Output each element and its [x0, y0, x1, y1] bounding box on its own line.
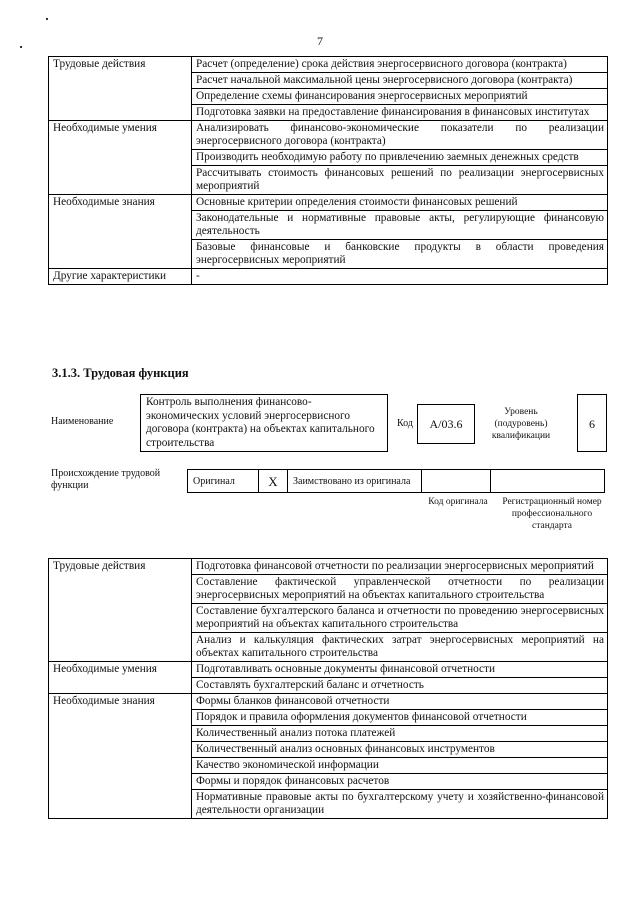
table-row [49, 195, 608, 211]
table-cell: Составление фактической управленческой отчетности по реализации энергосервисных мероприятий на объектах капитального строительства [192, 575, 608, 604]
table-row [49, 662, 608, 678]
scan-mark [46, 18, 48, 20]
row-group-label: Необходимые знания [49, 195, 192, 269]
name-label: Наименование [51, 416, 114, 427]
section-title: 3.1.3. Трудовая функция [52, 366, 189, 380]
origin-label: Происхождение трудовой функции [51, 468, 161, 491]
code-label: Код [397, 418, 413, 429]
table-cell: Основные критерии определения стоимости финансовых решений [192, 195, 608, 211]
original-mark: X [259, 470, 288, 493]
original-label: Оригинал [188, 470, 259, 493]
code-original-cell [422, 470, 491, 493]
row-group-label: Трудовые действия [49, 559, 192, 662]
work-actions-table-1 [48, 56, 608, 285]
row-group-label: Другие характеристики [49, 269, 192, 285]
table-cell: Количественный анализ основных финансовых инструментов [192, 742, 608, 758]
reg-number-label: Регистрационный номер профессионального стандарта [502, 497, 602, 531]
table-cell: Законодательные и нормативные правовые акты, регулирующие финансовую деятельность [192, 211, 608, 240]
work-actions-table-2 [48, 558, 608, 819]
function-name-box: Контроль выполнения финансово-экономических условий энергосервисного договора (контракта) на объектах капитального строительства [140, 394, 388, 452]
table-cell: Анализировать финансово-экономические показатели по реализации энергосервисного договора (контракта) [192, 121, 608, 150]
table-cell: Подготовка финансовой отчетности по реализации энергосервисных мероприятий [192, 559, 608, 575]
table-cell: Составлять бухгалтерский баланс и отчетность [192, 678, 608, 694]
table-cell: Формы бланков финансовой отчетности [192, 694, 608, 710]
code-original-label: Код оригинала [428, 497, 488, 507]
table-row [49, 694, 608, 710]
table-row [49, 559, 608, 575]
table-cell: Расчет начальной максимальной цены энергосервисного договора (контракта) [192, 73, 608, 89]
table-cell: Формы и порядок финансовых расчетов [192, 774, 608, 790]
table-row [49, 57, 608, 73]
table-row [49, 269, 608, 285]
table-cell: Рассчитывать стоимость финансовых решений по реализации энергосервисных мероприятий [192, 166, 608, 195]
page-number: 7 [317, 34, 323, 48]
table-cell: Базовые финансовые и банковские продукты в области проведения энергосервисных мероприятий [192, 240, 608, 269]
origin-table [187, 469, 605, 493]
row-group-label: Трудовые действия [49, 57, 192, 121]
table-cell: Подготавливать основные документы финансовой отчетности [192, 662, 608, 678]
table-cell: Анализ и калькуляция фактических затрат энергосервисных мероприятий на объектах капитального строительства [192, 633, 608, 662]
table-row [49, 121, 608, 150]
table-cell: Количественный анализ потока платежей [192, 726, 608, 742]
level-label: Уровень (подуровень) квалификации [491, 407, 551, 441]
table-cell: Производить необходимую работу по привлечению заемных денежных средств [192, 150, 608, 166]
table-cell: Нормативные правовые акты по бухгалтерскому учету и хозяйственно-финансовой деятельности организации [192, 790, 608, 819]
table-cell: - [192, 269, 608, 285]
table-cell: Порядок и правила оформления документов финансовой отчетности [192, 710, 608, 726]
table-cell: Расчет (определение) срока действия энергосервисного договора (контракта) [192, 57, 608, 73]
row-group-label: Необходимые умения [49, 662, 192, 694]
row-group-label: Необходимые знания [49, 694, 192, 819]
function-code-box: А/03.6 [417, 404, 475, 444]
table-cell: Составление бухгалтерского баланса и отчетности по проведению энергосервисных мероприятий на объектах капитального строительства [192, 604, 608, 633]
table-cell: Определение схемы финансирования энергосервисных мероприятий [192, 89, 608, 105]
table-cell: Качество экономической информации [192, 758, 608, 774]
qualification-level-box: 6 [577, 394, 607, 452]
reg-number-cell [491, 470, 605, 493]
borrowed-label: Заимствовано из оригинала [288, 470, 422, 493]
row-group-label: Необходимые умения [49, 121, 192, 195]
table-cell: Подготовка заявки на предоставление финансирования в финансовых институтах [192, 105, 608, 121]
